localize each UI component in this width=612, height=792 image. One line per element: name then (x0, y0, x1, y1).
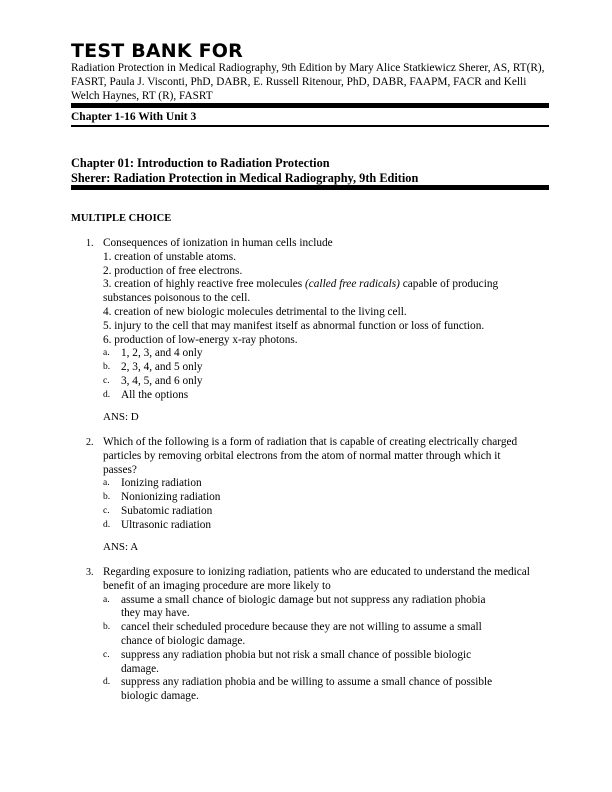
answer-key: ANS: D (103, 411, 139, 423)
question-body (103, 566, 549, 704)
answer-option: c. Subatomic radiation (103, 504, 213, 517)
question-stem: passes? (103, 463, 137, 476)
answer-option: b. 2, 3, 4, and 5 only (103, 361, 203, 374)
question-number: 1. (86, 238, 94, 249)
question-stem: particles by removing orbital electrons from the atom of normal matter through which it (103, 449, 501, 462)
list-item: 2. production of free electrons. (103, 264, 243, 277)
italic-term: (called free radicals) (305, 278, 400, 291)
list-item: 6. production of low-energy x-ray photons. (103, 333, 298, 346)
header-divider-thick (71, 103, 549, 108)
header-divider-thin (71, 125, 549, 127)
list-item: 1. creation of unstable atoms. (103, 250, 237, 263)
answer-option: a. Ionizing radiation (103, 477, 202, 490)
answer-option: b. Nonionizing radiation (103, 491, 221, 504)
answer-option: a. 1, 2, 3, and 4 only (103, 347, 203, 360)
answer-key: ANS: A (103, 541, 139, 553)
question-stem: Regarding exposure to ionizing radiation, patients who are educated to understand the medical (103, 566, 530, 578)
list-item: 5. injury to the cell that may manifest itself as abnormal function or loss of function. (103, 319, 485, 332)
answer-option: a. assume a small chance of biologic damage but not suppress any radiation phobia they may have. (103, 593, 486, 620)
answer-option: b. cancel their scheduled procedure because they are not willing to assume a small chance of biologic damage. (103, 621, 482, 647)
chapter-divider (71, 185, 549, 190)
question-stem: Consequences of ionization in human cells include (103, 237, 333, 249)
list-item-continued: substances poisonous to the cell. (103, 292, 251, 305)
question-body (103, 237, 549, 403)
list-item: 3. creation of highly reactive free molecules (called free radicals) capable of producing (103, 278, 499, 291)
answer-option: c. suppress any radiation phobia but not risk a small chance of possible biologic damage. (103, 648, 472, 675)
book-reference: Sherer: Radiation Protection in Medical Radiography, 9th Edition (71, 171, 419, 185)
chapter-heading (71, 156, 418, 186)
question-stem: Which of the following is a form of radiation that is capable of creating electrically charged (103, 436, 518, 448)
question-stem: benefit of an imaging procedure are more likely to (103, 579, 331, 592)
answer-option: d. Ultrasonic radiation (103, 518, 212, 531)
question-body (103, 436, 549, 533)
answer-option: c. 3, 4, 5, and 6 only (103, 374, 203, 387)
book-subtitle: Radiation Protection in Medical Radiography, 9th Edition by Mary Alice Statkiewicz Sherer, AS, RT(R), FASRT, Paula J. Visconti, PhD, DABR, E. Russell Ritenour, PhD, DABR, FAAPM, FACR and Kelli Welch Haynes, RT (R), FASRT (71, 62, 545, 102)
answer-option: d. All the options (103, 388, 189, 401)
question-number: 2. (86, 437, 94, 448)
question-number: 3. (86, 567, 94, 578)
chapter-range: Chapter 1-16 With Unit 3 (71, 111, 197, 123)
chapter-title: Chapter 01: Introduction to Radiation Protection (71, 156, 330, 170)
list-item: 4. creation of new biologic molecules detrimental to the living cell. (103, 305, 407, 318)
page-title: TEST BANK FOR (71, 40, 243, 62)
answer-option: d. suppress any radiation phobia and be willing to assume a small chance of possible biologic damage. (103, 676, 493, 703)
section-title: MULTIPLE CHOICE (71, 213, 172, 224)
